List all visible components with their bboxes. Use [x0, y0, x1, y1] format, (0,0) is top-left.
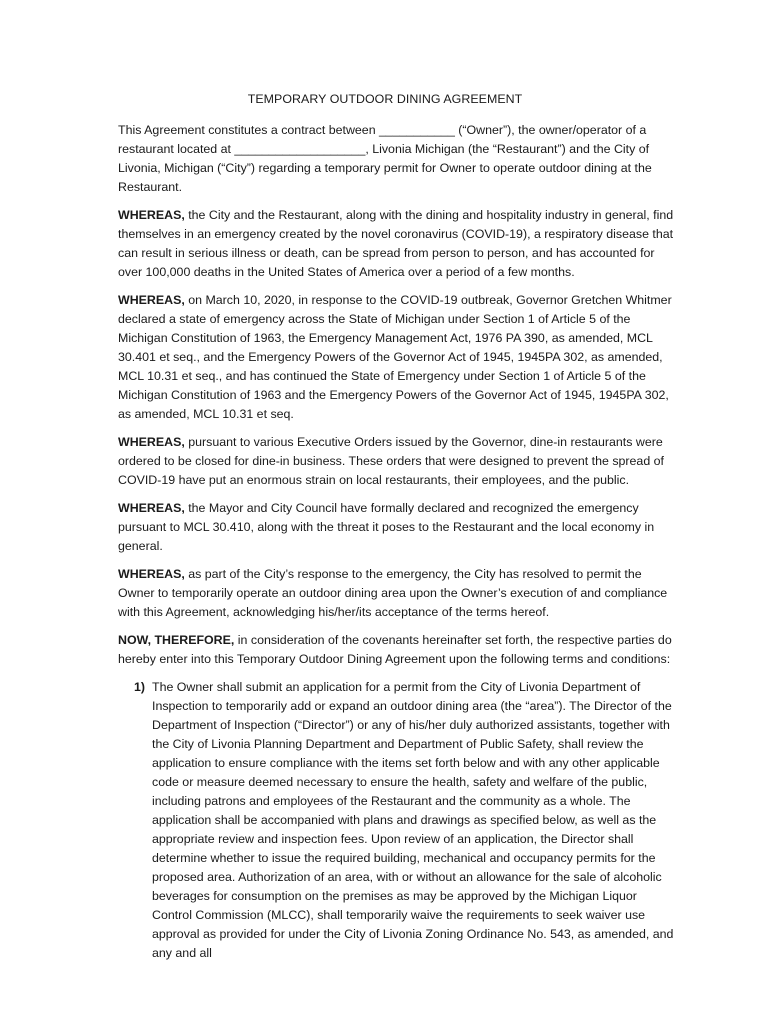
now-therefore-text: in consideration of the covenants hereinafter set forth, the respective parties do hereby enter into this Temporary Outdoor Dining Agreement upon the following terms and conditions:: [118, 633, 672, 666]
document-title: TEMPORARY OUTDOOR DINING AGREEMENT: [247, 92, 523, 106]
now-therefore-label: NOW, THEREFORE,: [118, 633, 235, 647]
whereas-text: pursuant to various Executive Orders issued by the Governor, dine-in restaurants were ordered to be closed for dine-in business. These orders that were designed to prevent the spread of COVID-19 have put an enormous strain on local restaurants, their employees, and the public.: [118, 435, 664, 487]
whereas-paragraph-4: [118, 499, 680, 556]
list-item-number-label: 1): [134, 680, 146, 694]
whereas-label: WHEREAS,: [118, 208, 185, 222]
whereas-text: the Mayor and City Council have formally declared and recognized the emergency pursuant to MCL 30.410, along with the threat it poses to the Restaurant and the local economy in general.: [118, 501, 655, 553]
whereas-paragraph-1: [118, 206, 680, 282]
whereas-label: WHEREAS,: [118, 501, 185, 515]
whereas-paragraph-3: [118, 433, 680, 490]
list-item-1: [118, 678, 680, 963]
whereas-text: on March 10, 2020, in response to the COVID-19 outbreak, Governor Gretchen Whitmer declared a state of emergency across the State of Michigan under Section 1 of Article 5 of the Michigan Constitution of 1963, the Emergency Management Act, 1976 PA 390, as amended, MCL 30.401 et seq., and the Emergency Powers of the Governor Act of 1945, 1945PA 302, as amended, MCL 10.31 et seq., and has continued the State of Emergency under Section 1 of Article 5 of the Michigan Constitution of 1963 and the Emergency Powers of the Governor Act of 1945, 1945PA 302, as amended, MCL 10.31 et seq.: [118, 293, 672, 421]
document-body: [118, 121, 680, 963]
whereas-text: as part of the City’s response to the emergency, the City has resolved to permit the Owner to temporarily operate an outdoor dining area upon the Owner’s execution of and compliance with this Agreement, acknowledging his/her/its acceptance of the terms hereof.: [118, 567, 668, 619]
whereas-paragraph-2: [118, 291, 680, 424]
whereas-label: WHEREAS,: [118, 435, 185, 449]
list-item-number: [118, 678, 154, 963]
whereas-label: WHEREAS,: [118, 567, 185, 581]
whereas-label: WHEREAS,: [118, 293, 185, 307]
intro-paragraph: This Agreement constitutes a contract between ___________ (“Owner”), the owner/operator of a restaurant located at ___________________, Livonia Michigan (the “Restaurant”) and the City of Livonia, Michigan (“City”) regarding a temporary permit for Owner to operate outdoor dining at the Restaurant.: [118, 123, 652, 194]
now-therefore-paragraph: [118, 631, 680, 669]
whereas-text: the City and the Restaurant, along with the dining and hospitality industry in general, find themselves in an emergency created by the novel coronavirus (COVID-19), a respiratory disease that can result in serious illness or death, can be spread from person to person, and has accounted for over 100,000 deaths in the United States of America over a period of a few months.: [118, 208, 674, 279]
whereas-paragraph-5: [118, 565, 680, 622]
list-item-text: The Owner shall submit an application for a permit from the City of Livonia Department of Inspection to temporarily add or expand an outdoor dining area (the “area”). The Director of the Department of Inspection (“Director”) or any of his/her duly authorized assistants, together with the City of Livonia Planning Department and Department of Public Safety, shall review the application to ensure compliance with the items set forth below and with any other applicable code or measure deemed necessary to ensure the health, safety and welfare of the public, including patrons and employees of the Restaurant and the community as a whole. The application shall be accompanied with plans and drawings as specified below, as well as the appropriate review and inspection fees. Upon review of an application, the Director shall determine whether to issue the required building, mechanical and occupancy permits for the proposed area. Authorization of an area, with or without an allowance for the sale of alcoholic beverages for consumption on the premises as may be approved by the Michigan Liquor Control Commission (MLCC), shall temporarily waive the requirements to seek waiver use approval as provided for under the City of Livonia Zoning Ordinance No. 543, as amended, and any and all: [152, 680, 674, 960]
